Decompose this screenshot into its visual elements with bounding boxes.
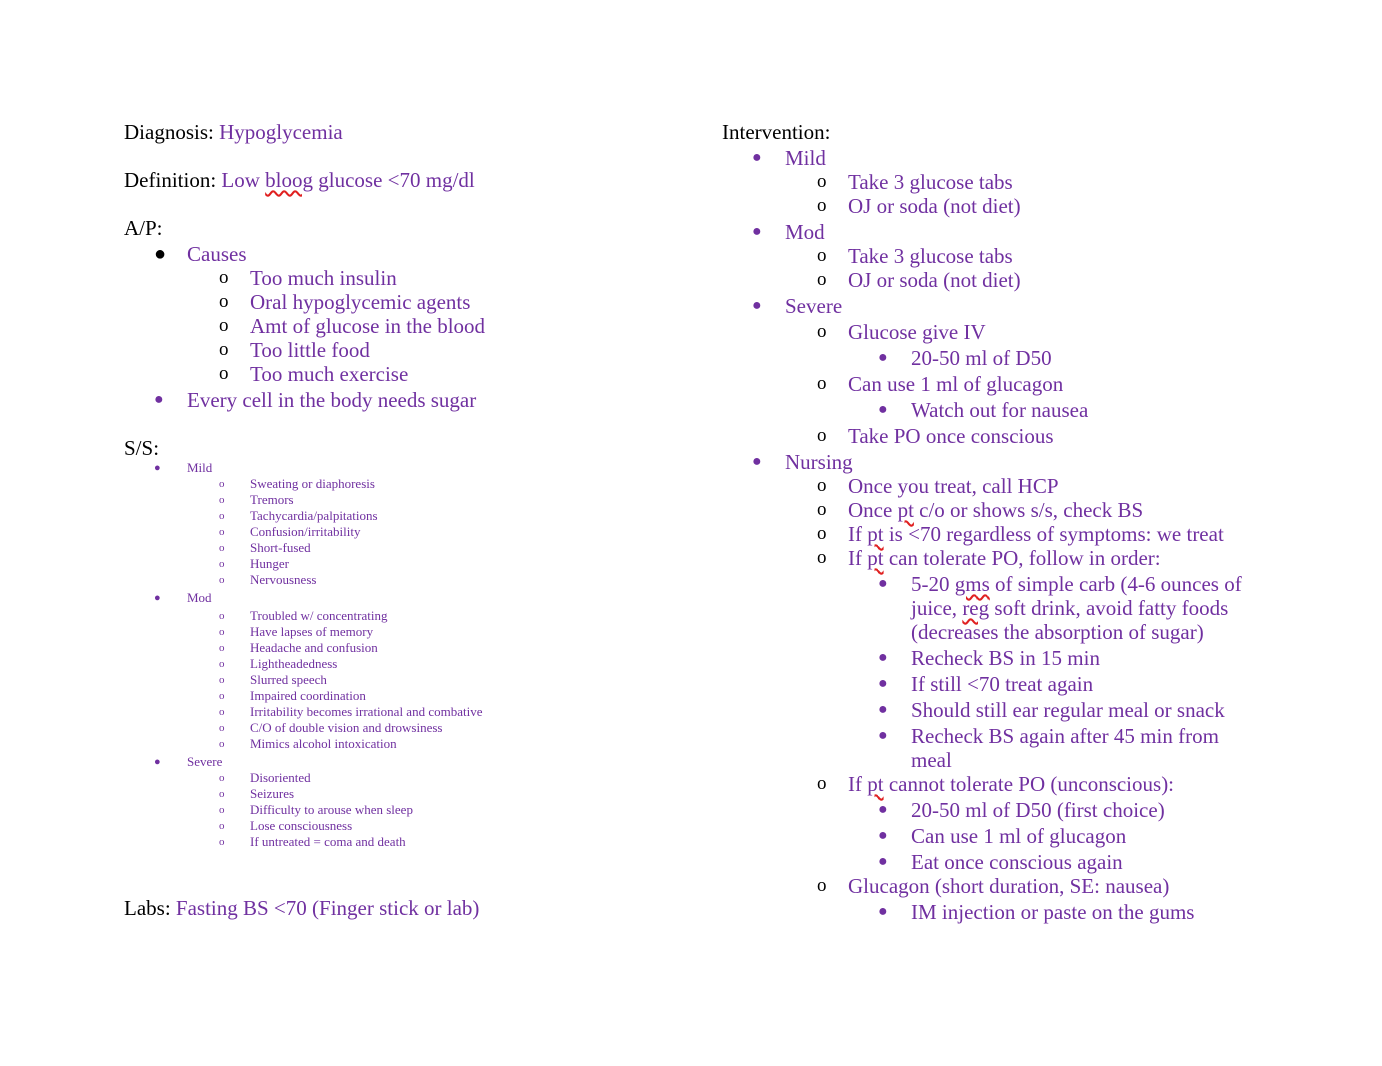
severe-item: ● Severe (752, 294, 843, 318)
labs-value: Fasting BS <70 (Finger stick or lab) (175, 896, 480, 920)
mild-subitem: o Take 3 glucose tabs (817, 170, 1013, 194)
mild-list (722, 170, 1282, 218)
ss-mild: ● Mild (154, 460, 213, 475)
diagnosis-line (124, 120, 684, 144)
ss-mild-list (124, 476, 684, 588)
nursing-5c: ● Eat once conscious again (878, 850, 1123, 874)
cause-list (124, 266, 684, 386)
misspelled-word[interactable]: bloog (265, 168, 313, 192)
nursing-3: o If pt is <70 regardless of symptoms: we treat (817, 522, 1224, 546)
mild-subitem: o OJ or soda (not diet) (817, 194, 1021, 218)
mod-item: ● Mod (752, 220, 825, 244)
severe-po: o Take PO once conscious (817, 424, 1054, 448)
labs-line (124, 896, 684, 920)
ss-mod-item: o Have lapses of memory (219, 624, 374, 639)
ss-mod-list (124, 608, 684, 752)
mild-item: ● Mild (752, 146, 826, 170)
nursing-4a: ● 5-20 gms of simple carb (4-6 ounces of juice, reg soft drink, avoid fatty foods (decreases the absorption of sugar) (878, 572, 1242, 644)
diagnosis-label: Diagnosis: (124, 120, 214, 144)
severe-glucagon: o Can use 1 ml of glucagon (817, 372, 1064, 396)
ss-severe-item: o Difficulty to arouse when sleep (219, 802, 413, 817)
ss-severe-item: o If untreated = coma and death (219, 834, 406, 849)
cause-item: o Oral hypoglycemic agents (219, 290, 471, 314)
ss-mild-item: o Tremors (219, 492, 294, 507)
ss-mild-item: o Short-fused (219, 540, 311, 555)
ss-severe-item: o Lose consciousness (219, 818, 353, 833)
nursing-6a: ● IM injection or paste on the gums (878, 900, 1195, 924)
nursing-4b: ● Recheck BS in 15 min (878, 646, 1100, 670)
nursing-2: o Once pt c/o or shows s/s, check BS (817, 498, 1144, 522)
misspelled-word[interactable]: pt (867, 772, 884, 796)
nursing-5: o If pt cannot tolerate PO (unconscious): (817, 772, 1175, 796)
ss-mild-item: o Sweating or diaphoresis (219, 476, 375, 491)
ss-severe-item: o Seizures (219, 786, 295, 801)
ss-mod-item: o Mimics alcohol intoxication (219, 736, 397, 751)
definition-label: Definition: (124, 168, 217, 192)
ss-severe: ● Severe (154, 754, 223, 769)
ss-mod-item: o C/O of double vision and drowsiness (219, 720, 443, 735)
severe-glucose-sub: ● 20-50 ml of D50 (878, 346, 1052, 370)
cause-item: o Too much exercise (219, 362, 409, 386)
cause-item: o Too little food (219, 338, 370, 362)
nursing-1: o Once you treat, call HCP (817, 474, 1059, 498)
severe-glucose: o Glucose give IV (817, 320, 986, 344)
ss-mod: ● Mod (154, 590, 212, 605)
nursing-item: ● Nursing (752, 450, 853, 474)
ss-mod-item: o Troubled w/ concentrating (219, 608, 388, 623)
severe-glucagon-sub: ● Watch out for nausea (878, 398, 1089, 422)
ss-heading: S/S: (124, 436, 160, 460)
nursing-4: o If pt can tolerate PO, follow in order: (817, 546, 1161, 570)
ap-heading: A/P: (124, 216, 163, 240)
nursing-4d: ● Should still ear regular meal or snack (878, 698, 1225, 722)
ss-mod-item: o Impaired coordination (219, 688, 366, 703)
nursing-4c: ● If still <70 treat again (878, 672, 1094, 696)
misspelled-word[interactable]: pt (897, 498, 914, 522)
definition-value: Low bloog glucose <70 mg/dl (221, 168, 475, 192)
cause-item: o Too much insulin (219, 266, 397, 290)
nursing-4e: ● Recheck BS again after 45 min from meal (878, 724, 1219, 772)
misspelled-word[interactable]: pt (867, 522, 884, 546)
labs-label: Labs: (124, 896, 171, 920)
ss-mod-item: o Lightheadedness (219, 656, 338, 671)
every-cell-item: ● Every cell in the body needs sugar (154, 388, 477, 412)
ss-severe-list (124, 770, 684, 850)
ss-mild-item: o Confusion/irritability (219, 524, 361, 539)
left-column (124, 120, 684, 920)
diagnosis-value: Hypoglycemia (219, 120, 343, 144)
misspelled-word[interactable]: reg (962, 596, 990, 620)
mod-subitem: o OJ or soda (not diet) (817, 268, 1021, 292)
nursing-6: o Glucagon (short duration, SE: nausea) (817, 874, 1170, 898)
ss-mild-item: o Tachycardia/palpitations (219, 508, 378, 523)
misspelled-word[interactable]: gms (954, 572, 990, 596)
ss-mod-item: o Irritability becomes irrational and combative (219, 704, 483, 719)
causes-item: ● Causes (154, 242, 247, 266)
intervention-heading: Intervention: (722, 120, 831, 144)
mod-list (722, 244, 1282, 292)
right-column (722, 120, 1282, 924)
ss-mild-item: o Hunger (219, 556, 289, 571)
ss-mod-item: o Headache and confusion (219, 640, 378, 655)
ss-mild-item: o Nervousness (219, 572, 317, 587)
ss-severe-item: o Disoriented (219, 770, 311, 785)
misspelled-word[interactable]: pt (867, 546, 884, 570)
nursing-5b: ● Can use 1 ml of glucagon (878, 824, 1127, 848)
ss-mod-item: o Slurred speech (219, 672, 327, 687)
cause-item: o Amt of glucose in the blood (219, 314, 486, 338)
definition-line (124, 168, 684, 192)
mod-subitem: o Take 3 glucose tabs (817, 244, 1013, 268)
nursing-5a: ● 20-50 ml of D50 (first choice) (878, 798, 1165, 822)
